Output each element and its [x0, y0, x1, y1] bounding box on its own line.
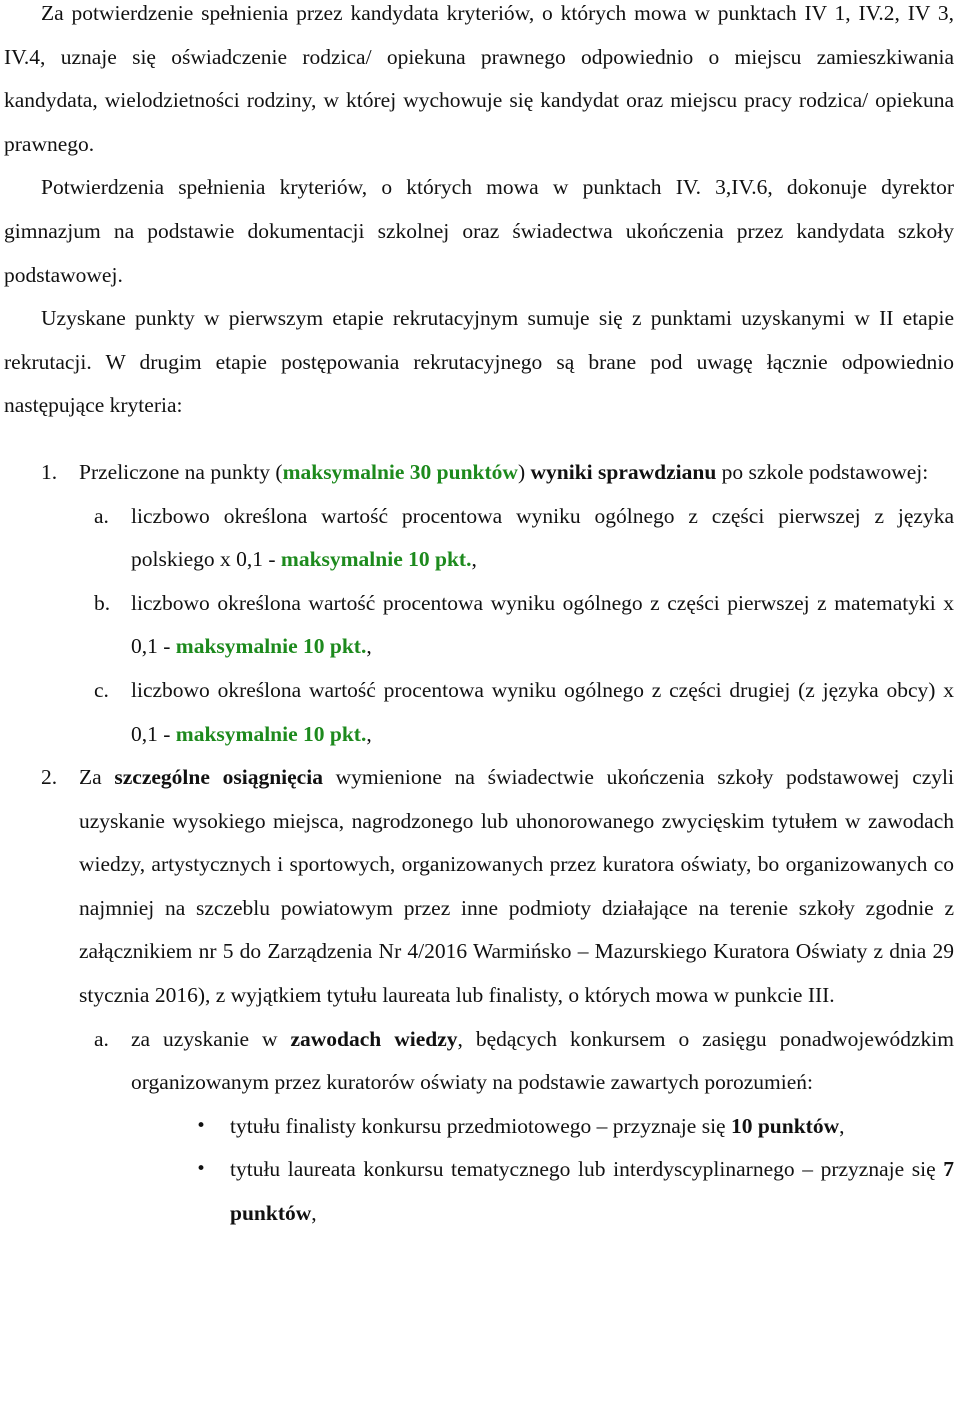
bullet-icon: •: [196, 1159, 207, 1180]
criterion-1b-marker: b.: [94, 590, 111, 615]
criterion-2a: [4, 1018, 954, 1105]
criterion-1a: [4, 495, 954, 582]
criterion-1a-marker: a.: [94, 503, 109, 528]
exam-results-bold: wyniki sprawdzianu: [530, 459, 717, 484]
criterion-1b: [4, 582, 954, 669]
criterion-2a-text: za uzyskanie w zawodach wiedzy, będących konkursem o zasięgu ponadwojewódzkim organizowanym przez kuratorów oświaty na podstawie zawartych porozumień:: [131, 1026, 954, 1095]
max-points-highlight: maksymalnie 10 pkt.: [175, 721, 367, 746]
criterion-1-text: Przeliczone na punkty (maksymalnie 30 punktów) wyniki sprawdzianu po szkole podstawowej:: [79, 459, 929, 484]
criterion-2-text: Za szczególne osiągnięcia wymienione na świadectwie ukończenia szkoły podstawowej czyli uzyskanie wysokiego miejsca, nagrodzonego lub uhonorowanego zwycięskim tytułem w zawodach wiedzy, artystycznych i sportowych, organizowanych przez kuratora oświaty, bo organizowanych co najmniej na szczeblu powiatowym przez inne podmioty działające na terenie szkoły zgodnie z załącznikiem nr 5 do Zarządzenia Nr 4/2016 Warmińsko – Mazurskiego Kuratora Oświaty z dnia 29 stycznia 2016), z wyjątkiem tytułu laureata lub finalisty, o których mowa w punkcie III.: [79, 765, 954, 1008]
knowledge-competitions-bold: zawodach wiedzy: [290, 1026, 458, 1051]
bullet-icon: •: [196, 1115, 207, 1136]
criterion-1: [4, 451, 954, 495]
criterion-1c: [4, 669, 954, 756]
criterion-1c-text: liczbowo określona wartość procentowa wyniku ogólnego z części drugiej (z języka obcy) x 0,1 - maksymalnie 10 pkt.,: [131, 677, 954, 746]
criterion-1b-text: liczbowo określona wartość procentowa wyniku ogólnego z części pierwszej z matematyki x 0,1 - maksymalnie 10 pkt.,: [131, 590, 954, 659]
bullet-laureate-text: tytułu laureata konkursu tematycznego lub interdyscyplinarnego – przyznaje się 7 punktów,: [230, 1157, 954, 1226]
max-points-highlight: maksymalnie 10 pkt.: [280, 547, 472, 572]
points-bold: 10 punktów: [730, 1113, 840, 1138]
bullet-finalist: [4, 1105, 954, 1149]
criterion-2: [4, 756, 954, 1018]
criterion-1c-marker: c.: [94, 677, 109, 702]
special-achievements-bold: szczególne osiągnięcia: [114, 765, 323, 790]
bullet-laureate: [4, 1148, 954, 1235]
criterion-1a-text: liczbowo określona wartość procentowa wyniku ogólnego z części pierwszej z języka polskiego x 0,1 - maksymalnie 10 pkt.,: [131, 503, 954, 572]
criterion-2-marker: 2.: [41, 765, 58, 790]
criterion-1-marker: 1.: [41, 459, 58, 484]
paragraph-points-summary: Uzyskane punkty w pierwszym etapie rekrutacyjnym sumuje się z punktami uzyskanymi w II etapie rekrutacji. W drugim etapie postępowania rekrutacyjnego są brane pod uwagę łącznie odpowiednio następujące kryteria:: [4, 306, 954, 418]
max-30-points-highlight: maksymalnie 30 punktów: [282, 459, 518, 484]
criterion-2a-marker: a.: [94, 1026, 109, 1051]
paragraph-confirmation-statement: Za potwierdzenie spełnienia przez kandydata kryteriów, o których mowa w punktach IV 1, IV.2, IV 3, IV.4, uznaje się oświadczenie rodzica/ opiekuna prawnego odpowiednio o miejscu zamieszkiwania kandydata, wielodzietności rodziny, w której wychowuje się kandydat oraz miejscu pracy rodzica/ opiekuna prawnego.: [4, 1, 954, 156]
points-bold: 7 punktów: [230, 1157, 954, 1226]
max-points-highlight: maksymalnie 10 pkt.: [175, 634, 367, 659]
paragraph-director-confirmation: Potwierdzenia spełnienia kryteriów, o których mowa w punktach IV. 3,IV.6, dokonuje dyrektor gimnazjum na podstawie dokumentacji szkolnej oraz świadectwa ukończenia przez kandydata szkoły podstawowej.: [4, 175, 954, 287]
bullet-finalist-text: tytułu finalisty konkursu przedmiotowego – przyznaje się 10 punktów,: [230, 1113, 845, 1138]
